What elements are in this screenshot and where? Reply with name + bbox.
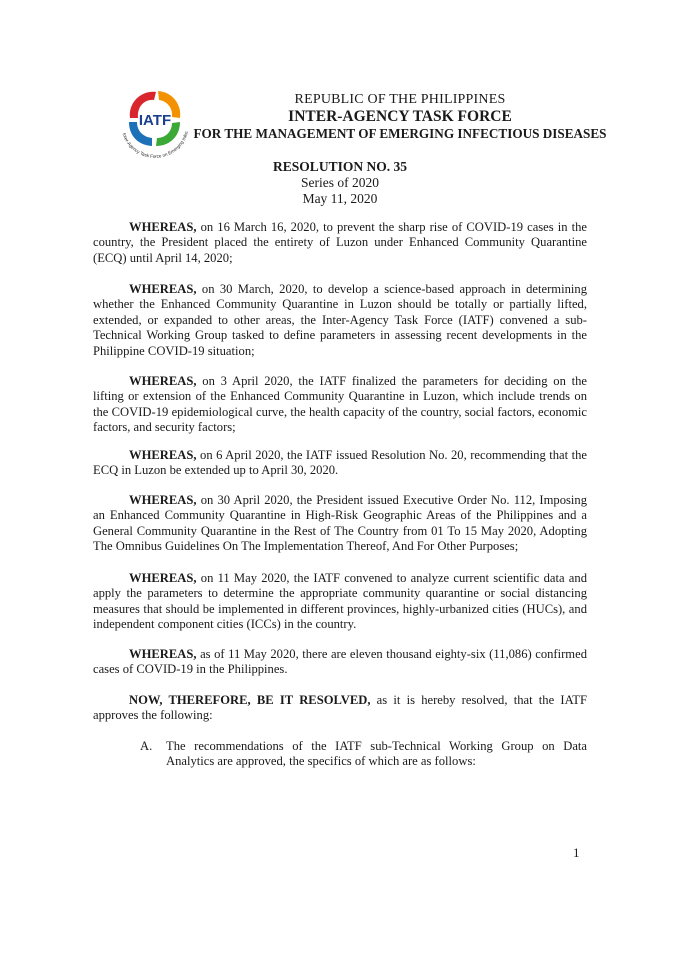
whereas-paragraph-2: WHEREAS, on 30 March, 2020, to develop a science-based approach in determining whether the Enhanced Community Quarantine in Luzon should be totally or partially lifted, extended, or expanded to other areas, the Inter-Agency Task Force (IATF) convened a sub-Technical Working Group tasked to define parameters in assessing recent developments in the Philippine COVID-19 situation; bbox=[93, 282, 587, 358]
header-mandate: FOR THE MANAGEMENT OF EMERGING INFECTIOUS DISEASES bbox=[193, 126, 607, 141]
resolution-series: Series of 2020 bbox=[301, 175, 379, 190]
header-republic: REPUBLIC OF THE PHILIPPINES bbox=[294, 92, 506, 107]
letterhead bbox=[190, 92, 610, 142]
page-number: 1 bbox=[573, 845, 580, 860]
resolution-heading bbox=[0, 159, 680, 207]
logo-text: IATF bbox=[138, 112, 172, 129]
whereas-paragraph-1: WHEREAS, on 16 March 16, 2020, to prevent the sharp rise of COVID-19 cases in the country, the President placed the entirety of Luzon under Enhanced Community Quarantine (ECQ) until April 14, 2020; bbox=[93, 220, 587, 265]
whereas-paragraph-6: WHEREAS, on 11 May 2020, the IATF convened to analyze current scientific data and apply the parameters to determine the appropriate community quarantine or social distancing measures that should be implemented in different provinces, highly-urbanized cities (HUCs), and independent component cities (ICCs) in the country. bbox=[93, 571, 587, 632]
whereas-paragraph-4: WHEREAS, on 6 April 2020, the IATF issued Resolution No. 20, recommending that the ECQ in Luzon be extended up to April 30, 2020. bbox=[93, 448, 587, 478]
item-a-text: The recommendations of the IATF sub-Technical Working Group on Data Analytics are approved, the specifics of which are as follows: bbox=[166, 739, 587, 769]
logo-ring-text: Inter-Agency Task Force on Emerging Infec bbox=[121, 130, 190, 159]
resolved-paragraph: NOW, THEREFORE, BE IT RESOLVED, as it is hereby resolved, that the IATF approves the following: bbox=[93, 693, 587, 723]
whereas-paragraph-5: WHEREAS, on 30 April 2020, the President issued Executive Order No. 112, Imposing an Enhanced Community Quarantine in High-Risk Geographic Areas of the Philippines and a General Community Quarantine in the Rest of The Country from 01 To 15 May 2020, Adopting The Omnibus Guidelines On The Implementation Thereof, And For Other Purposes; bbox=[93, 493, 587, 554]
item-a-letter: A. bbox=[140, 739, 153, 753]
resolution-date: May 11, 2020 bbox=[302, 191, 378, 206]
iatf-logo-icon bbox=[108, 80, 198, 170]
resolution-title: RESOLUTION NO. 35 bbox=[273, 159, 407, 174]
header-agency: INTER-AGENCY TASK FORCE bbox=[288, 108, 512, 125]
whereas-paragraph-3: WHEREAS, on 3 April 2020, the IATF finalized the parameters for deciding on the lifting or extension of the Enhanced Community Quarantine in Luzon, which include trends on the COVID-19 epidemiological curve, the health capacity of the country, social factors, economic factors, and security factors; bbox=[93, 374, 587, 435]
whereas-paragraph-7: WHEREAS, as of 11 May 2020, there are eleven thousand eighty-six (11,086) confirmed cases of COVID-19 in the Philippines. bbox=[93, 647, 587, 677]
